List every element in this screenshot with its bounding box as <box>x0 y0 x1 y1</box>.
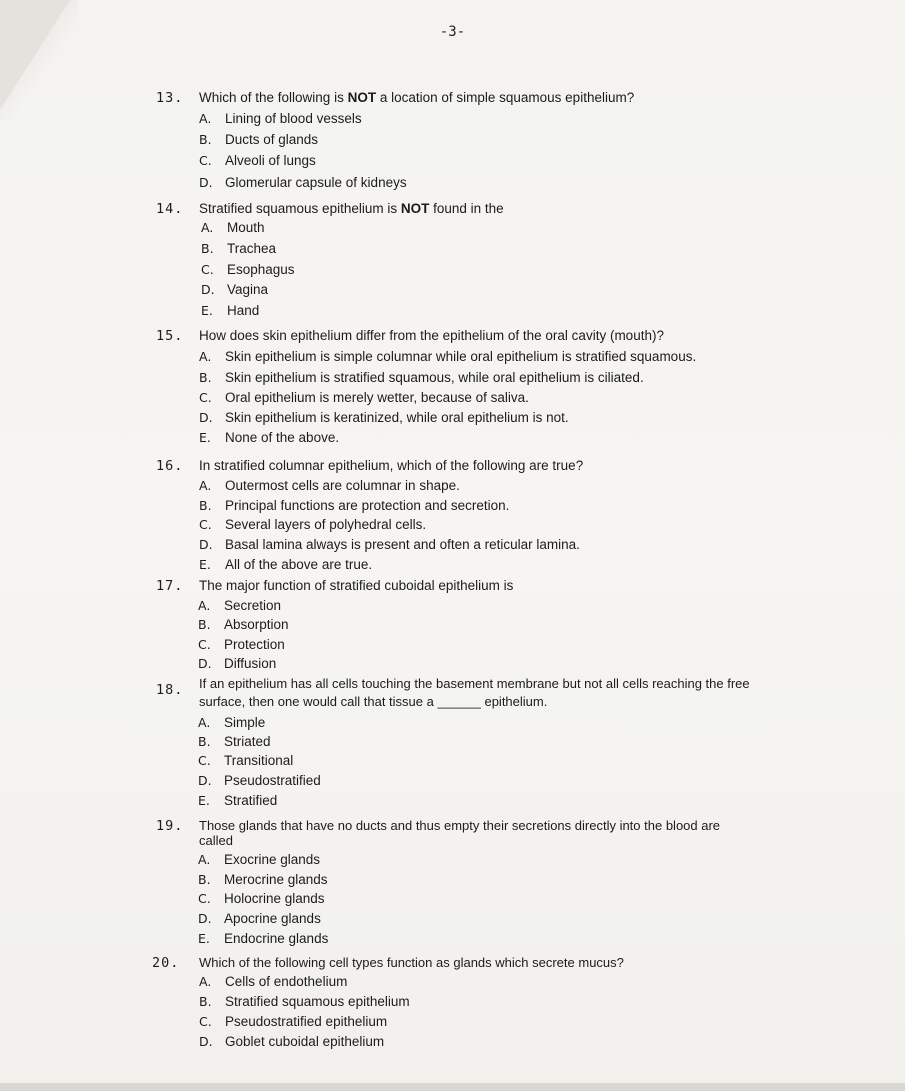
option: A. Outermost cells are columnar in shape. <box>199 478 460 493</box>
option: B. Stratified squamous epithelium <box>199 994 410 1009</box>
option: D. Basal lamina always is present and often a reticular lamina. <box>199 537 580 552</box>
option: C. Protection <box>198 637 285 652</box>
page-number: -3- <box>439 24 466 40</box>
question-text: Which of the following cell types function as glands which secrete mucus? <box>199 955 624 970</box>
question-text: How does skin epithelium differ from the epithelium of the oral cavity (mouth)? <box>199 328 664 343</box>
question-number: 16. <box>156 458 184 474</box>
option: C. Several layers of polyhedral cells. <box>199 517 427 532</box>
question-text-line2: called <box>199 833 233 848</box>
option: B. Principal functions are protection and secretion. <box>199 498 510 513</box>
folded-corner <box>0 0 70 110</box>
question-text: The major function of stratified cuboidal epithelium is <box>199 578 514 593</box>
option: C. Alveoli of lungs <box>199 153 316 168</box>
option: B. Trachea <box>201 241 277 256</box>
question-text: Which of the following is NOT a location of simple squamous epithelium? <box>199 90 635 105</box>
option: D. Apocrine glands <box>198 911 321 926</box>
option: D. Glomerular capsule of kidneys <box>199 175 407 190</box>
question-text-line2: surface, then one would call that tissue a ______ epithelium. <box>199 694 548 709</box>
option: E. None of the above. <box>199 430 340 445</box>
option: B. Striated <box>198 734 271 749</box>
question-number: 20. <box>152 955 180 971</box>
option: E. Endocrine glands <box>198 931 329 946</box>
question-number: 18. <box>156 682 184 698</box>
option: A. Secretion <box>198 598 282 613</box>
option: D. Diffusion <box>198 656 277 671</box>
question-text: Those glands that have no ducts and thus empty their secretions directly into the blood are <box>199 818 721 833</box>
option: C. Oral epithelium is merely wetter, because of saliva. <box>199 390 529 405</box>
option: E. All of the above are true. <box>199 557 373 572</box>
question-text: Stratified squamous epithelium is NOT found in the <box>199 201 504 216</box>
option: A. Lining of blood vessels <box>199 111 362 126</box>
option: D. Pseudostratified <box>198 773 321 788</box>
option: C. Holocrine glands <box>198 891 325 906</box>
option: A. Exocrine glands <box>198 852 321 867</box>
option: C. Transitional <box>198 753 294 768</box>
question-number: 14. <box>156 201 184 217</box>
question-text: In stratified columnar epithelium, which of the following are true? <box>199 458 584 473</box>
option: C. Pseudostratified epithelium <box>199 1014 388 1029</box>
option: E. Hand <box>201 303 260 318</box>
option: A. Cells of endothelium <box>199 974 348 989</box>
option: E. Stratified <box>198 793 278 808</box>
option: D. Goblet cuboidal epithelium <box>199 1034 385 1049</box>
question-number: 13. <box>156 90 184 106</box>
option: B. Merocrine glands <box>198 872 328 887</box>
option: D. Vagina <box>201 282 269 297</box>
option: B. Skin epithelium is stratified squamous, while oral epithelium is ciliated. <box>199 370 644 385</box>
option: C. Esophagus <box>201 262 295 277</box>
question-number: 15. <box>156 328 184 344</box>
question-text: If an epithelium has all cells touching the basement membrane but not all cells reaching the free <box>199 676 750 691</box>
page-bottom-edge <box>0 1083 905 1091</box>
option: D. Skin epithelium is keratinized, while oral epithelium is not. <box>199 410 569 425</box>
question-number: 17. <box>156 578 184 594</box>
option: B. Absorption <box>198 617 289 632</box>
option: A. Simple <box>198 715 266 730</box>
question-number: 19. <box>156 818 184 834</box>
option: B. Ducts of glands <box>199 132 319 147</box>
option: A. Mouth <box>201 220 265 235</box>
option: A. Skin epithelium is simple columnar while oral epithelium is stratified squamous. <box>199 349 697 364</box>
